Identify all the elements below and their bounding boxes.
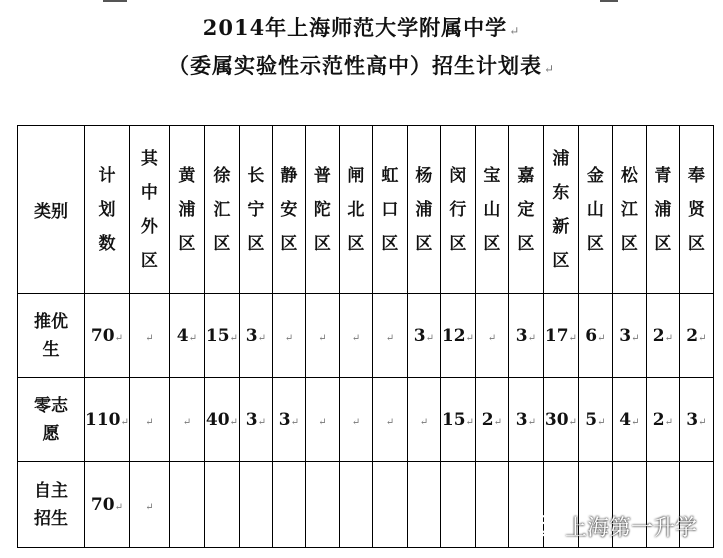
- top-rule-right: [600, 0, 618, 2]
- value-cell: 40↵: [204, 378, 239, 462]
- value-cell: [169, 462, 204, 548]
- table-row: [18, 294, 714, 378]
- district-header: 奉贤区: [679, 126, 713, 294]
- value-cell: 3↵: [679, 378, 713, 462]
- value-cell: ↵: [475, 294, 508, 378]
- row-label: 自主招生: [18, 462, 85, 548]
- value-cell: [440, 462, 475, 548]
- value-cell: ↵: [129, 378, 169, 462]
- watermark-text: 上海第一升学: [565, 515, 698, 541]
- row-label: 零志愿: [18, 378, 85, 462]
- value-cell: ↵: [407, 378, 440, 462]
- value-cell: 3↵: [508, 378, 543, 462]
- value-cell: ↵: [339, 378, 372, 462]
- value-cell: [204, 462, 239, 548]
- value-cell: 2↵: [646, 378, 679, 462]
- district-header: 闸北区: [339, 126, 372, 294]
- district-header: 浦东新区: [543, 126, 578, 294]
- row-label: 推优生: [18, 294, 85, 378]
- value-cell: ↵: [372, 378, 407, 462]
- district-header: 金山区: [578, 126, 612, 294]
- plan-cell: 70↵: [85, 294, 130, 378]
- title-line-2: （委属实验性示范性高中）招生计划表: [167, 53, 542, 78]
- value-cell: [372, 462, 407, 548]
- district-header: 闵行区: [440, 126, 475, 294]
- value-cell: ↵: [272, 294, 305, 378]
- value-cell: [272, 462, 305, 548]
- value-cell: 3↵: [508, 294, 543, 378]
- district-header: 杨浦区: [407, 126, 440, 294]
- value-cell: 15↵: [440, 378, 475, 462]
- top-rule-left: [103, 0, 127, 2]
- value-cell: 6↵: [578, 294, 612, 378]
- value-cell: [305, 462, 339, 548]
- district-header: 徐汇区: [204, 126, 239, 294]
- district-header: 虹口区: [372, 126, 407, 294]
- value-cell: 12↵: [440, 294, 475, 378]
- document-subtitle: [0, 50, 723, 80]
- value-cell: ↵: [169, 378, 204, 462]
- value-cell: 3↵: [407, 294, 440, 378]
- value-cell: [239, 462, 272, 548]
- district-header: 长宁区: [239, 126, 272, 294]
- district-header: 黄浦区: [169, 126, 204, 294]
- value-cell: ↵: [305, 294, 339, 378]
- district-header: 宝山区: [475, 126, 508, 294]
- district-header: 其中外区: [129, 126, 169, 294]
- district-header: 嘉定区: [508, 126, 543, 294]
- district-header: 松江区: [612, 126, 646, 294]
- value-cell: 2↵: [679, 294, 713, 378]
- value-cell: [407, 462, 440, 548]
- district-header: 静安区: [272, 126, 305, 294]
- title-line-1: 2014年上海师范大学附属中学: [202, 15, 508, 40]
- value-cell: 15↵: [204, 294, 239, 378]
- paragraph-mark: ↵: [543, 62, 556, 76]
- wechat-icon: [525, 512, 559, 540]
- plan-header: 计划数: [85, 126, 130, 294]
- value-cell: 5↵: [578, 378, 612, 462]
- value-cell: [339, 462, 372, 548]
- watermark: [525, 506, 715, 546]
- value-cell: 3↵: [239, 294, 272, 378]
- header-row: [18, 126, 714, 294]
- value-cell: 3↵: [272, 378, 305, 462]
- paragraph-mark: ↵: [509, 24, 521, 38]
- district-header: 青浦区: [646, 126, 679, 294]
- value-cell: 17↵: [543, 294, 578, 378]
- value-cell: ↵: [305, 378, 339, 462]
- value-cell: 4↵: [169, 294, 204, 378]
- value-cell: ↵: [372, 294, 407, 378]
- value-cell: 30↵: [543, 378, 578, 462]
- category-header: 类别: [18, 126, 85, 294]
- value-cell: 4↵: [612, 378, 646, 462]
- plan-cell: 110↵: [85, 378, 130, 462]
- value-cell: [475, 462, 508, 548]
- table-row: [18, 378, 714, 462]
- value-cell: 2↵: [475, 378, 508, 462]
- plan-cell: 70↵: [85, 462, 130, 548]
- value-cell: ↵: [129, 294, 169, 378]
- enrollment-plan-table: [17, 125, 714, 548]
- value-cell: ↵: [339, 294, 372, 378]
- district-header: 普陀区: [305, 126, 339, 294]
- value-cell: 3↵: [612, 294, 646, 378]
- document-title: [0, 12, 723, 42]
- value-cell: 2↵: [646, 294, 679, 378]
- value-cell: ↵: [129, 462, 169, 548]
- value-cell: 3↵: [239, 378, 272, 462]
